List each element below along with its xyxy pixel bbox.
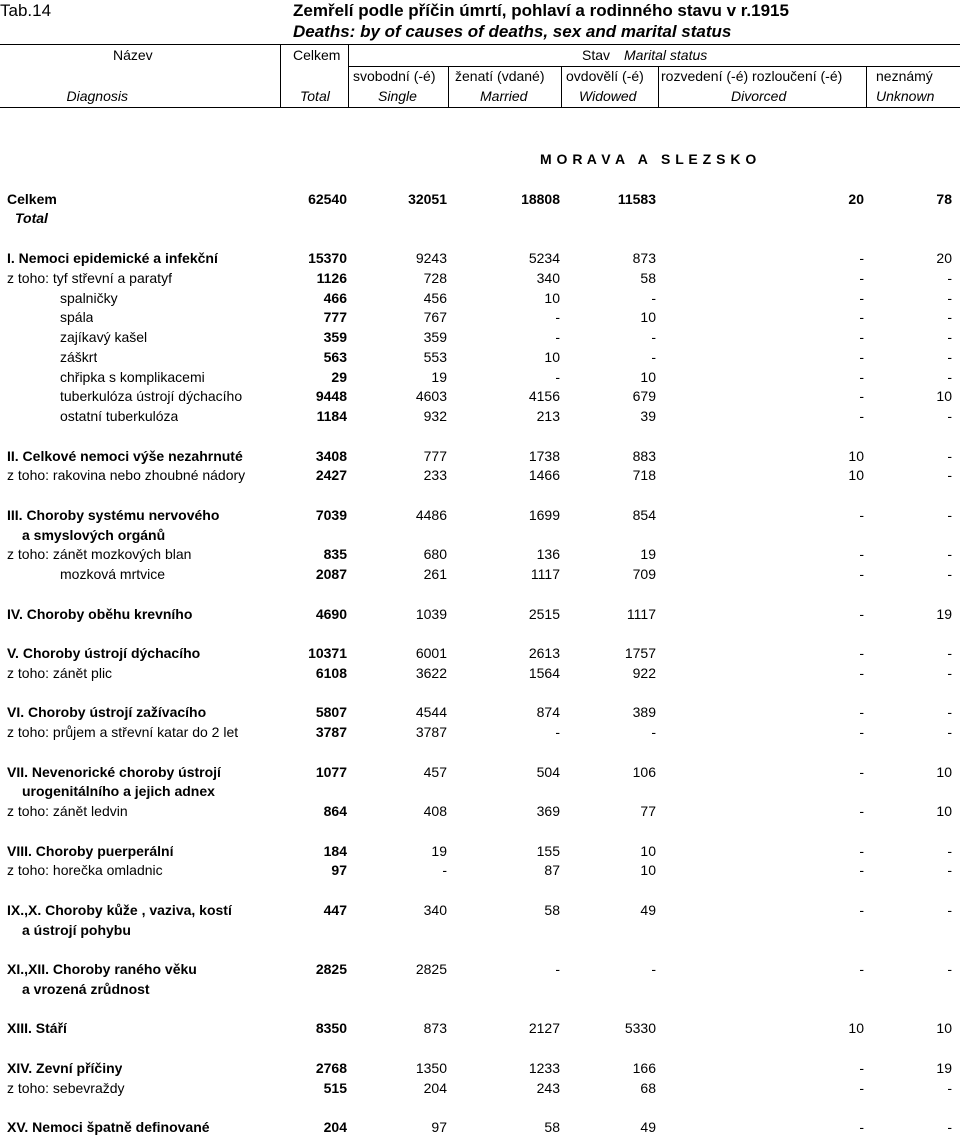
cell-married: 1466	[528, 467, 560, 483]
cell-total: 563	[323, 349, 347, 365]
cell-divorced: -	[859, 843, 864, 859]
total-label-en: Total	[15, 210, 48, 226]
cell-married: 213	[536, 408, 560, 424]
cell-unknown: 10	[936, 764, 952, 780]
status-rule	[348, 66, 960, 67]
cell-single: -	[442, 862, 447, 878]
cell-married: 1117	[530, 566, 560, 582]
cell-divorced: -	[859, 645, 864, 661]
col-widowed-cz: ovdovělí (-é)	[566, 68, 644, 84]
title-english: Deaths: by of causes of deaths, sex and marital status	[293, 22, 732, 41]
cell-married: 87	[544, 862, 560, 878]
cell-unknown: -	[947, 290, 952, 306]
row-label: VI. Choroby ústrojí zažívacího	[7, 704, 207, 720]
col-divider	[348, 44, 349, 107]
cell-divorced: -	[859, 1119, 864, 1135]
cell-divorced: -	[859, 270, 864, 286]
cell-unknown: -	[947, 467, 952, 483]
cell-single: 2825	[415, 961, 447, 977]
cell-total: 8350	[315, 1020, 347, 1036]
cell-unknown: -	[947, 645, 952, 661]
cell-married: 874	[536, 704, 560, 720]
cell-widowed: 106	[632, 764, 656, 780]
row-label: zajíkavý kašel	[60, 329, 148, 345]
cell-unknown: -	[947, 369, 952, 385]
table-row	[0, 525, 960, 545]
table-row	[0, 564, 960, 584]
cell-unknown: -	[947, 1119, 952, 1135]
cell-total: 3408	[315, 448, 347, 464]
cell-unknown: -	[947, 1080, 952, 1096]
table-row	[0, 762, 960, 782]
cell-single: 32051	[408, 191, 447, 207]
title-czech: Zemřelí podle příčin úmrtí, pohlaví a rodinného stavu v r.1915	[293, 1, 789, 20]
cell-widowed: 10	[640, 862, 656, 878]
cell-widowed: 10	[640, 369, 656, 385]
cell-total: 835	[323, 546, 347, 562]
cell-married: 369	[536, 803, 560, 819]
table-row	[0, 1018, 960, 1038]
cell-widowed: 49	[640, 1119, 656, 1135]
row-label: XV. Nemoci špatně definované	[7, 1119, 210, 1135]
cell-single: 680	[423, 546, 447, 562]
row-label: spalničky	[60, 290, 118, 306]
table-row	[0, 781, 960, 801]
cell-divorced: -	[859, 290, 864, 306]
cell-unknown: 10	[936, 1020, 952, 1036]
cell-single: 3787	[415, 724, 447, 740]
cell-widowed: 922	[632, 665, 656, 681]
cell-divorced: -	[859, 803, 864, 819]
cell-single: 19	[431, 843, 447, 859]
region-heading: M O R A V A A S L E Z S K O	[540, 151, 757, 167]
cell-single: 261	[423, 566, 447, 582]
col-total-cz: Celkem	[293, 47, 341, 63]
cell-unknown: -	[947, 902, 952, 918]
cell-married: 136	[536, 546, 560, 562]
row-label: a smyslových orgánů	[22, 527, 166, 543]
table-row	[0, 1058, 960, 1078]
row-label: ostatní tuberkulóza	[60, 408, 179, 424]
cell-single: 456	[423, 290, 447, 306]
table-row	[0, 1078, 960, 1098]
cell-total: 864	[323, 803, 347, 819]
table-row	[0, 544, 960, 564]
cell-widowed: 873	[632, 250, 656, 266]
cell-widowed: 709	[632, 566, 656, 582]
cell-married: -	[555, 724, 560, 740]
row-label: z toho: rakovina nebo zhoubné nádory	[7, 467, 246, 483]
cell-total: 204	[323, 1119, 347, 1135]
cell-married: 504	[536, 764, 560, 780]
cell-married: 4156	[528, 388, 560, 404]
cell-total: 9448	[315, 388, 347, 404]
cell-total: 1184	[316, 408, 347, 424]
cell-divorced: -	[859, 369, 864, 385]
cell-single: 19	[431, 369, 447, 385]
cell-single: 932	[423, 408, 447, 424]
table-row	[0, 663, 960, 683]
cell-widowed: 68	[640, 1080, 656, 1096]
col-name-en: Diagnosis	[66, 88, 128, 104]
cell-total: 4690	[315, 606, 347, 622]
cell-divorced: -	[859, 329, 864, 345]
row-label: z toho: horečka omladnic	[7, 862, 163, 878]
table-row	[0, 979, 960, 999]
cell-single: 233	[423, 467, 447, 483]
cell-divorced: -	[859, 250, 864, 266]
table-row	[0, 959, 960, 979]
cell-single: 6001	[415, 645, 447, 661]
row-label: XIII. Stáří	[7, 1020, 67, 1036]
cell-single: 4544	[415, 704, 447, 720]
cell-unknown: 78	[936, 191, 952, 207]
cell-widowed: 389	[632, 704, 656, 720]
cell-total: 2825	[315, 961, 347, 977]
cell-single: 728	[423, 270, 447, 286]
cell-single: 457	[423, 764, 447, 780]
cell-unknown: -	[947, 408, 952, 424]
cell-total: 359	[323, 329, 347, 345]
cell-total: 5807	[315, 704, 347, 720]
table-row	[0, 643, 960, 663]
cell-total: 184	[323, 843, 347, 859]
cell-total: 466	[323, 290, 347, 306]
cell-widowed: 166	[632, 1060, 656, 1076]
cell-married: 155	[536, 843, 560, 859]
row-label: II. Celkové nemoci výše nezahrnuté	[7, 448, 243, 464]
cell-unknown: 10	[936, 803, 952, 819]
row-label: z toho: tyf střevní a paratyf	[7, 270, 172, 286]
table-row	[0, 604, 960, 624]
cell-divorced: 10	[848, 467, 864, 483]
header-top-rule	[0, 44, 960, 45]
cell-divorced: -	[859, 546, 864, 562]
table-row	[0, 702, 960, 722]
col-unknown-en: Unknown	[876, 88, 935, 104]
row-label: záškrt	[60, 349, 98, 365]
cell-single: 359	[423, 329, 447, 345]
cell-divorced: -	[859, 309, 864, 325]
table-row	[0, 268, 960, 288]
table-row	[0, 900, 960, 920]
cell-married: 243	[536, 1080, 560, 1096]
cell-married: 2515	[528, 606, 560, 622]
cell-married: -	[555, 309, 560, 325]
cell-divorced: -	[859, 665, 864, 681]
cell-total: 29	[331, 369, 347, 385]
cell-unknown: -	[947, 566, 952, 582]
cell-unknown: 20	[936, 250, 952, 266]
row-label: mozková mrtvice	[60, 566, 166, 582]
col-divider	[448, 66, 449, 107]
cell-unknown: -	[947, 704, 952, 720]
cell-total: 1126	[316, 270, 347, 286]
cell-widowed: 39	[640, 408, 656, 424]
cell-married: 58	[544, 902, 560, 918]
cell-single: 340	[423, 902, 447, 918]
col-divider	[280, 44, 281, 107]
cell-total: 447	[323, 902, 347, 918]
row-label: XIV. Zevní příčiny	[7, 1060, 123, 1076]
cell-single: 553	[423, 349, 447, 365]
row-label: IX.,X. Choroby kůže , vaziva, kostí	[7, 902, 232, 918]
total-row	[0, 189, 960, 209]
table-row	[0, 367, 960, 387]
cell-married: -	[555, 961, 560, 977]
cell-divorced: -	[859, 566, 864, 582]
cell-married: 1738	[528, 448, 560, 464]
cell-married: 10	[544, 349, 560, 365]
row-label: IV. Choroby oběhu krevního	[7, 606, 193, 622]
cell-widowed: 19	[640, 546, 656, 562]
cell-widowed: 10	[640, 309, 656, 325]
row-label: III. Choroby systému nervového	[7, 507, 220, 523]
cell-divorced: -	[859, 1080, 864, 1096]
col-name-cz: Název	[113, 47, 153, 63]
table-row	[0, 288, 960, 308]
table-row	[0, 347, 960, 367]
row-label: spála	[60, 309, 94, 325]
row-label: chřipka s komplikacemi	[60, 369, 205, 385]
col-divider	[866, 66, 867, 107]
col-status-en: Marital status	[624, 47, 708, 63]
row-label: VIII. Choroby puerperální	[7, 843, 174, 859]
cell-unknown: -	[947, 448, 952, 464]
cell-single: 3622	[415, 665, 447, 681]
table-row	[0, 327, 960, 347]
row-label: z toho: zánět plic	[7, 665, 113, 681]
cell-total: 15370	[308, 250, 347, 266]
table-row	[0, 841, 960, 861]
cell-married: 1564	[528, 665, 560, 681]
table-row	[0, 465, 960, 485]
cell-unknown: -	[947, 349, 952, 365]
col-single-cz: svobodní (-é)	[353, 68, 436, 84]
row-label: V. Choroby ústrojí dýchacího	[7, 645, 201, 661]
cell-total: 2087	[315, 566, 347, 582]
col-status-cz: Stav	[582, 47, 611, 63]
cell-unknown: 19	[936, 1060, 952, 1076]
cell-divorced: -	[859, 606, 864, 622]
cell-divorced: -	[859, 862, 864, 878]
cell-divorced: -	[859, 388, 864, 404]
cell-unknown: -	[947, 724, 952, 740]
cell-widowed: 679	[632, 388, 656, 404]
col-divorced-en: Divorced	[731, 88, 787, 104]
cell-total: 3787	[315, 724, 347, 740]
cell-married: -	[555, 369, 560, 385]
cell-divorced: 20	[848, 191, 864, 207]
cell-unknown: -	[947, 961, 952, 977]
cell-widowed: -	[651, 349, 656, 365]
cell-widowed: -	[651, 724, 656, 740]
cell-widowed: 58	[640, 270, 656, 286]
cell-widowed: 883	[632, 448, 656, 464]
cell-divorced: -	[859, 704, 864, 720]
cell-divorced: -	[859, 961, 864, 977]
cell-divorced: -	[859, 1060, 864, 1076]
cell-single: 4486	[415, 507, 447, 523]
cell-unknown: 19	[936, 606, 952, 622]
cell-widowed: 49	[640, 902, 656, 918]
table-row	[0, 307, 960, 327]
table-row	[0, 1117, 960, 1137]
table-row	[0, 505, 960, 525]
cell-widowed: 854	[632, 507, 656, 523]
cell-divorced: -	[859, 408, 864, 424]
col-divider	[561, 66, 562, 107]
row-label: z toho: průjem a střevní katar do 2 let	[7, 724, 239, 740]
row-label: a ústrojí pohybu	[22, 922, 131, 938]
cell-unknown: -	[947, 270, 952, 286]
cell-divorced: 10	[848, 448, 864, 464]
table-row	[0, 386, 960, 406]
cell-unknown: -	[947, 665, 952, 681]
cell-single: 777	[423, 448, 447, 464]
cell-total: 7039	[315, 507, 347, 523]
cell-married: 1233	[528, 1060, 560, 1076]
table-row	[0, 406, 960, 426]
row-label: z toho: zánět ledvin	[7, 803, 128, 819]
cell-married: 2613	[528, 645, 560, 661]
cell-total: 2768	[315, 1060, 347, 1076]
row-label: urogenitálního a jejich adnex	[22, 783, 215, 799]
cell-total: 1077	[315, 764, 347, 780]
cell-single: 4603	[415, 388, 447, 404]
cell-unknown: -	[947, 862, 952, 878]
cell-married: 1699	[528, 507, 560, 523]
cell-total: 777	[323, 309, 347, 325]
cell-total: 62540	[308, 191, 347, 207]
col-married-en: Married	[480, 88, 528, 104]
cell-widowed: -	[651, 290, 656, 306]
row-label: I. Nemoci epidemické a infekční	[7, 250, 218, 266]
cell-single: 9243	[415, 250, 447, 266]
cell-single: 97	[431, 1119, 447, 1135]
cell-single: 1039	[415, 606, 447, 622]
cell-total: 2427	[315, 467, 347, 483]
cell-widowed: 77	[640, 803, 656, 819]
cell-unknown: -	[947, 329, 952, 345]
cell-widowed: 1117	[626, 606, 656, 622]
col-single-en: Single	[378, 88, 417, 104]
cell-married: -	[555, 329, 560, 345]
cell-divorced: -	[859, 902, 864, 918]
table-number: Tab.14	[0, 1, 52, 20]
table-row	[0, 446, 960, 466]
table-row	[0, 860, 960, 880]
cell-divorced: -	[859, 349, 864, 365]
cell-married: 10	[544, 290, 560, 306]
col-widowed-en: Widowed	[579, 88, 637, 104]
cell-married: 18808	[521, 191, 560, 207]
table-row	[0, 722, 960, 742]
row-label: z toho: zánět mozkových blan	[7, 546, 192, 562]
cell-widowed: 718	[632, 467, 656, 483]
row-label: tuberkulóza ústrojí dýchacího	[60, 388, 243, 404]
cell-married: 58	[544, 1119, 560, 1135]
table-row	[0, 248, 960, 268]
row-label: a vrozená zrůdnost	[22, 981, 150, 997]
cell-total: 515	[323, 1080, 347, 1096]
cell-widowed: 10	[640, 843, 656, 859]
cell-total: 97	[331, 862, 347, 878]
row-label: z toho: sebevraždy	[7, 1080, 125, 1096]
col-unknown-cz: neznámý	[876, 68, 933, 84]
col-total-en: Total	[300, 88, 330, 104]
cell-married: 2127	[528, 1020, 560, 1036]
cell-total: 10371	[308, 645, 347, 661]
cell-unknown: -	[947, 507, 952, 523]
cell-single: 767	[423, 309, 447, 325]
cell-widowed: 1757	[624, 645, 656, 661]
cell-single: 204	[423, 1080, 447, 1096]
cell-single: 1350	[415, 1060, 447, 1076]
header-bottom-rule	[0, 107, 960, 108]
cell-divorced: -	[859, 764, 864, 780]
cell-single: 408	[423, 803, 447, 819]
cell-total: 6108	[315, 665, 347, 681]
cell-unknown: 10	[936, 388, 952, 404]
row-label: VII. Nevenorické choroby ústrojí	[7, 764, 221, 780]
cell-widowed: 11583	[617, 191, 656, 207]
col-married-cz: ženatí (vdané)	[455, 68, 545, 84]
cell-unknown: -	[947, 309, 952, 325]
cell-widowed: -	[651, 329, 656, 345]
cell-married: 5234	[528, 250, 560, 266]
cell-unknown: -	[947, 843, 952, 859]
cell-widowed: -	[651, 961, 656, 977]
total-label-cz: Celkem	[7, 191, 57, 207]
cell-divorced: -	[859, 507, 864, 523]
cell-unknown: -	[947, 546, 952, 562]
table-header	[0, 0, 960, 110]
cell-married: 340	[536, 270, 560, 286]
table-row	[0, 801, 960, 821]
col-divider	[658, 66, 659, 107]
col-divorced-cz: rozvedení (-é) rozloučení (-é)	[661, 68, 843, 84]
row-label: XI.,XII. Choroby raného věku	[7, 961, 197, 977]
table-row	[0, 920, 960, 940]
cell-single: 873	[423, 1020, 447, 1036]
cell-divorced: -	[859, 724, 864, 740]
cell-divorced: 10	[848, 1020, 864, 1036]
cell-widowed: 5330	[624, 1020, 656, 1036]
